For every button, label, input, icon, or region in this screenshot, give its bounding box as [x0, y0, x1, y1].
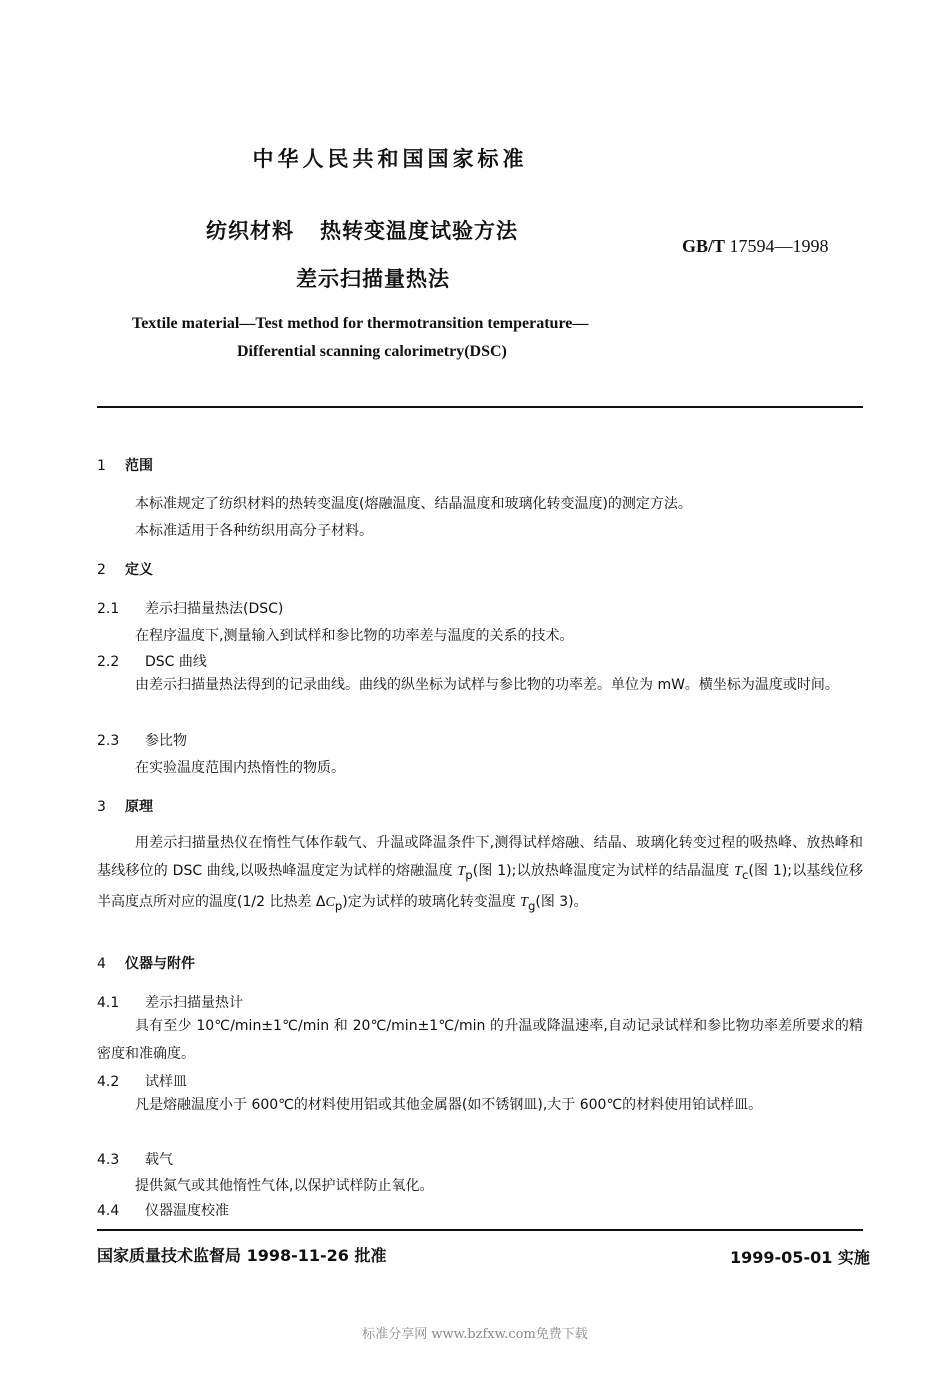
document-title: [206, 215, 518, 245]
standard-code-number: 17594—1998: [729, 236, 829, 256]
principle-text-part: )定为试样的玻璃化转变温度: [342, 893, 521, 910]
effective-date: 1999-05-01 实施: [730, 1248, 870, 1267]
clause-2-3-text: 在实验温度范围内热惰性的物质。: [135, 760, 345, 776]
clause-4-3-heading: [97, 1149, 173, 1169]
clause-2-2-heading: [97, 651, 207, 671]
clause-title: 试样皿: [145, 1074, 187, 1090]
clause-title: 仪器温度校准: [145, 1203, 229, 1219]
melting-temperature-symbol: T: [457, 863, 466, 879]
site-watermark: 标准分享网 www.bzfxw.com免费下载: [362, 1327, 588, 1342]
clause-2-2-text: 由差示扫描量热法得到的记录曲线。曲线的纵坐标为试样与参比物的功率差。单位为 mW。横坐标为温度或时间。: [135, 677, 839, 693]
crystallization-temperature-symbol: T: [734, 863, 742, 879]
standard-code: [682, 236, 829, 257]
clause-title: DSC 曲线: [145, 654, 207, 670]
title-part-2: 热转变温度试验方法: [320, 219, 518, 243]
english-title-line-1: Textile material—Test method for thermotransition temperature—: [132, 315, 589, 332]
clause-4-1-text: 具有至少 10℃/min±1℃/min 和 20℃/min±1℃/min 的升温或降温速率,自动记录试样和参比物功率差所要求的精密度和准确度。: [97, 1018, 863, 1062]
section-title: 范围: [125, 458, 153, 474]
approval-info: 国家质量技术监督局 1998-11-26 批准: [97, 1246, 387, 1265]
clause-number: 4.3: [97, 1152, 120, 1168]
section-4-heading: [97, 953, 195, 973]
section-3-heading: [97, 796, 153, 816]
clause-number: 4.4: [97, 1203, 120, 1219]
standard-code-prefix: GB/T: [682, 236, 726, 256]
clause-2-1-heading: [97, 598, 283, 618]
clause-4-3-text: 提供氮气或其他惰性气体,以保护试样防止氧化。: [135, 1178, 434, 1194]
melting-subscript: p: [465, 867, 473, 882]
footer-divider: [97, 1229, 863, 1231]
clause-number: 2.2: [97, 654, 120, 670]
principle-text-part: 用差示扫描量热仪在惰性气体作载气、升温或降温条件下,测得试样熔融、结晶、玻璃化转变过程的吸热峰、放热峰和基线移位的 DSC 曲线,以吸热峰温度定为试样的熔融温度: [97, 835, 863, 879]
clause-number: 4.2: [97, 1074, 120, 1090]
crystallization-subscript: c: [741, 867, 749, 882]
clause-4-4-heading: [97, 1200, 229, 1220]
section-title: 仪器与附件: [125, 956, 195, 972]
section-3-principle-text: [97, 830, 863, 920]
principle-text-part: (图 3)。: [535, 893, 588, 910]
clause-4-2-text: 凡是熔融温度小于 600℃的材料使用铝或其他金属器(如不锈钢皿),大于 600℃的材料使用铂试样皿。: [135, 1097, 763, 1113]
section-number: 3: [97, 799, 106, 815]
clause-number: 2.1: [97, 601, 120, 617]
glass-transition-symbol: T: [520, 894, 528, 910]
clause-title: 差示扫描量热法(DSC): [145, 601, 284, 617]
section-title: 定义: [125, 562, 153, 578]
header-divider: [97, 406, 863, 408]
specific-heat-subscript: p: [334, 898, 343, 913]
section-title: 原理: [125, 799, 153, 815]
clause-2-3-heading: [97, 730, 187, 750]
english-title-line-2: Differential scanning calorimetry(DSC): [237, 343, 507, 360]
title-part-1: 纺织材料: [206, 219, 294, 243]
clause-4-2-heading: [97, 1071, 187, 1091]
document-subtitle: 差示扫描量热法: [296, 267, 450, 291]
clause-number: 4.1: [97, 995, 120, 1011]
section-number: 1: [97, 458, 106, 474]
clause-title: 差示扫描量热计: [145, 995, 243, 1011]
clause-2-1-text: 在程序温度下,测量输入到试样和参比物的功率差与温度的关系的技术。: [135, 628, 574, 644]
glass-transition-subscript: g: [527, 898, 536, 913]
clause-title: 参比物: [145, 733, 187, 749]
section-number: 4: [97, 956, 106, 972]
specific-heat-symbol: C: [325, 894, 335, 910]
clause-4-1-heading: [97, 992, 243, 1012]
clause-title: 载气: [145, 1152, 173, 1168]
principle-text-part: (图 1);以放热峰温度定为试样的结晶温度: [472, 862, 735, 879]
section-number: 2: [97, 562, 106, 578]
section-2-heading: [97, 559, 153, 579]
section-1-heading: [97, 455, 153, 475]
section-1-paragraph-1: 本标准规定了纺织材料的热转变温度(熔融温度、结晶温度和玻璃化转变温度)的测定方法。: [135, 496, 692, 512]
clause-number: 2.3: [97, 733, 120, 749]
section-1-paragraph-2: 本标准适用于各种纺织用高分子材料。: [135, 523, 373, 539]
national-standard-heading: 中华人民共和国国家标准: [252, 147, 528, 171]
principle-text-part: (图 1);以基线位移半高度点所对应的温度(1/2 比热差 Δ: [97, 862, 863, 910]
